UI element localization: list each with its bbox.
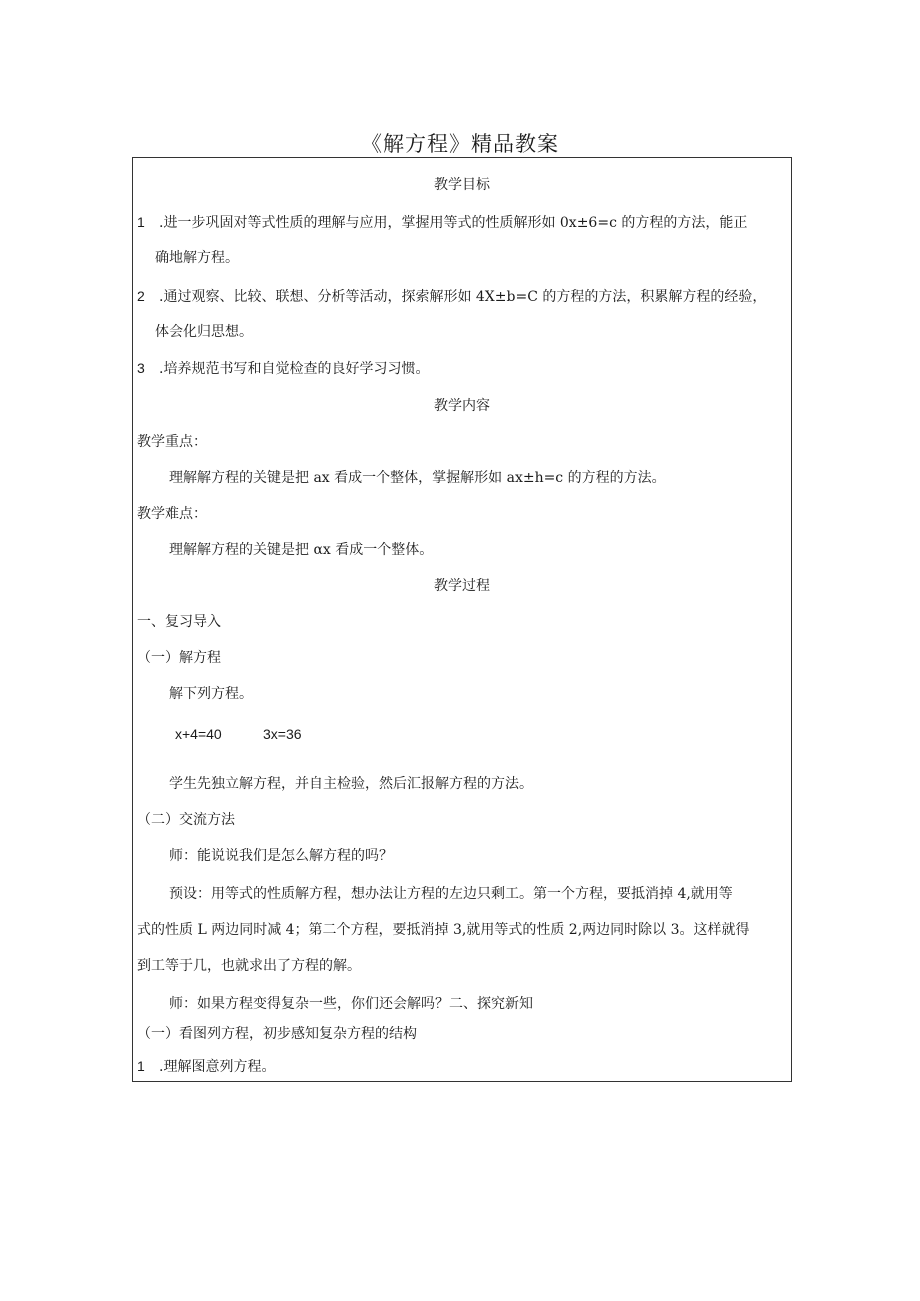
section-review: 一、复习导入 [137, 614, 221, 630]
objectives-heading: 教学目标 [434, 177, 490, 193]
process-item-1 [137, 1056, 275, 1077]
difficulty-text: 理解解方程的关键是把 αx 看成一个整体。 [169, 542, 434, 558]
objective-item-1-cont: 确地解方程。 [155, 250, 239, 266]
objective-item-1 [137, 212, 747, 233]
lesson-plan-box [132, 157, 792, 1082]
preset-line-3: 到工等于几，也就求出了方程的解。 [137, 958, 361, 974]
instruction-text: 解下列方程。 [169, 686, 253, 702]
objective-number: 3 [137, 360, 145, 376]
teacher-question: 师：能说说我们是怎么解方程的吗？ [169, 848, 393, 864]
subsection-solve: （一）解方程 [137, 650, 221, 666]
key-point-label: 教学重点： [137, 434, 207, 450]
equation-2: 3x=36 [263, 726, 302, 742]
preset-line-1: 预设：用等式的性质解方程，想办法让方程的左边只剩工。第一个方程，要抵消掉 4,就用等 [169, 886, 733, 902]
objective-item-3 [137, 358, 429, 379]
objective-number: 1 [137, 214, 145, 230]
subsection-exchange: （二）交流方法 [137, 812, 235, 828]
preset-line-2: 式的性质 L 两边同时减 4；第二个方程，要抵消掉 3,就用等式的性质 2,两边同时除以 3。这样就得 [137, 922, 750, 938]
page-title: 《解方程》精品教案 [361, 132, 559, 156]
objective-number: 2 [137, 288, 145, 304]
item-text: .理解图意列方程。 [159, 1059, 276, 1075]
objective-item-2 [137, 286, 766, 307]
item-number: 1 [137, 1058, 145, 1074]
content-heading: 教学内容 [434, 398, 490, 414]
key-point-text: 理解解方程的关键是把 ax 看成一个整体，掌握解形如 ax±h=c 的方程的方法。 [169, 470, 666, 486]
equation-1: x+4=40 [175, 726, 222, 742]
teacher-question-2: 师：如果方程变得复杂一些，你们还会解吗？二、探究新知 [169, 996, 533, 1012]
objective-item-2-cont: 体会化归思想。 [155, 324, 253, 340]
subsection-picture-equation: （一）看图列方程，初步感知复杂方程的结构 [137, 1026, 417, 1042]
objective-text: .进一步巩固对等式性质的理解与应用，掌握用等式的性质解形如 0x±6=c 的方程的方法，能正 [159, 215, 748, 231]
process-heading: 教学过程 [434, 578, 490, 594]
objective-text: .通过观察、比较、联想、分析等活动，探索解形如 4X±b=C 的方程的方法，积累解方程的经验， [159, 289, 767, 305]
difficulty-label: 教学难点： [137, 506, 207, 522]
student-activity-text: 学生先独立解方程，并自主检验，然后汇报解方程的方法。 [169, 776, 533, 792]
objective-text: .培养规范书写和自觉检查的良好学习习惯。 [159, 361, 430, 377]
